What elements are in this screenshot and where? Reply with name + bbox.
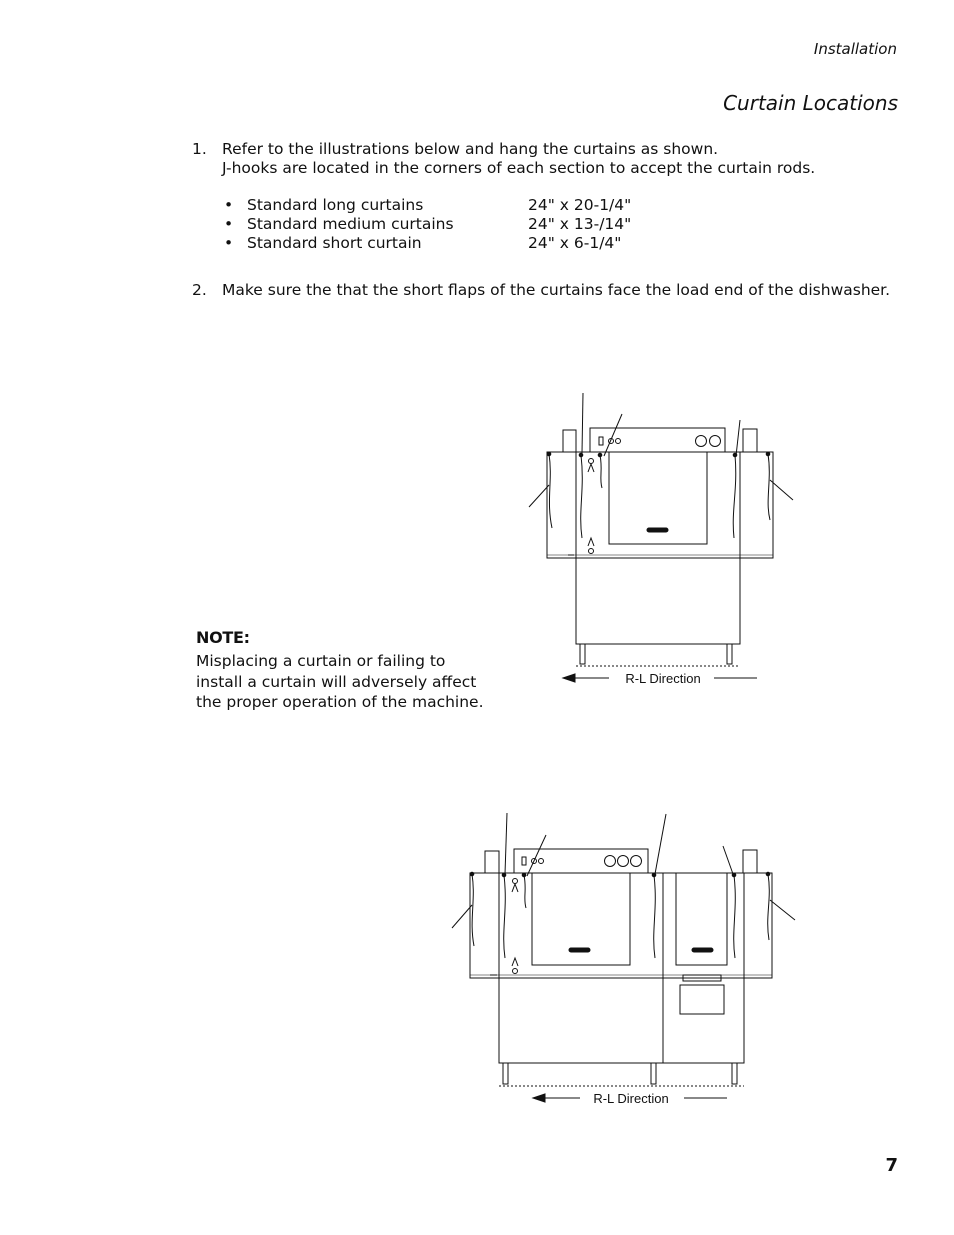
direction-label-1: R-L Direction [625, 671, 701, 686]
step-1-line-2: J-hooks are located in the corners of each section to accept the curtain rods. [222, 159, 816, 177]
step-2-line-1: Make sure the that the short flaps of the curtains face the load end of the dishwasher. [222, 281, 891, 299]
bullet-size-short: 24" x 6-1/4" [528, 234, 622, 252]
bullet-size-medium: 24" x 13-/14" [528, 215, 632, 233]
direction-label-2: R-L Direction [593, 1091, 669, 1106]
bullet-label-long: Standard long curtains [247, 196, 424, 214]
note-line-2: install a curtain will adversely affect [196, 672, 477, 691]
step-2-number: 2. [192, 281, 207, 299]
note-heading: NOTE: [196, 628, 250, 647]
note-line-3: the proper operation of the machine. [196, 693, 484, 711]
bullet-size-long: 24" x 20-1/4" [528, 196, 632, 214]
step-1-line-1: Refer to the illustrations below and hang the curtains as shown. [222, 140, 719, 158]
bullet-dot: • [224, 196, 234, 214]
bullet-label-medium: Standard medium curtains [247, 215, 454, 233]
section-header: Installation [813, 40, 897, 58]
step-1-number: 1. [192, 140, 207, 158]
page-number: 7 [885, 1155, 898, 1176]
note-line-1: Misplacing a curtain or failing to [196, 652, 446, 670]
bullet-dot: • [224, 215, 234, 233]
bullet-dot: • [224, 234, 234, 252]
page-title: Curtain Locations [723, 91, 898, 115]
bullet-label-short: Standard short curtain [247, 234, 422, 252]
